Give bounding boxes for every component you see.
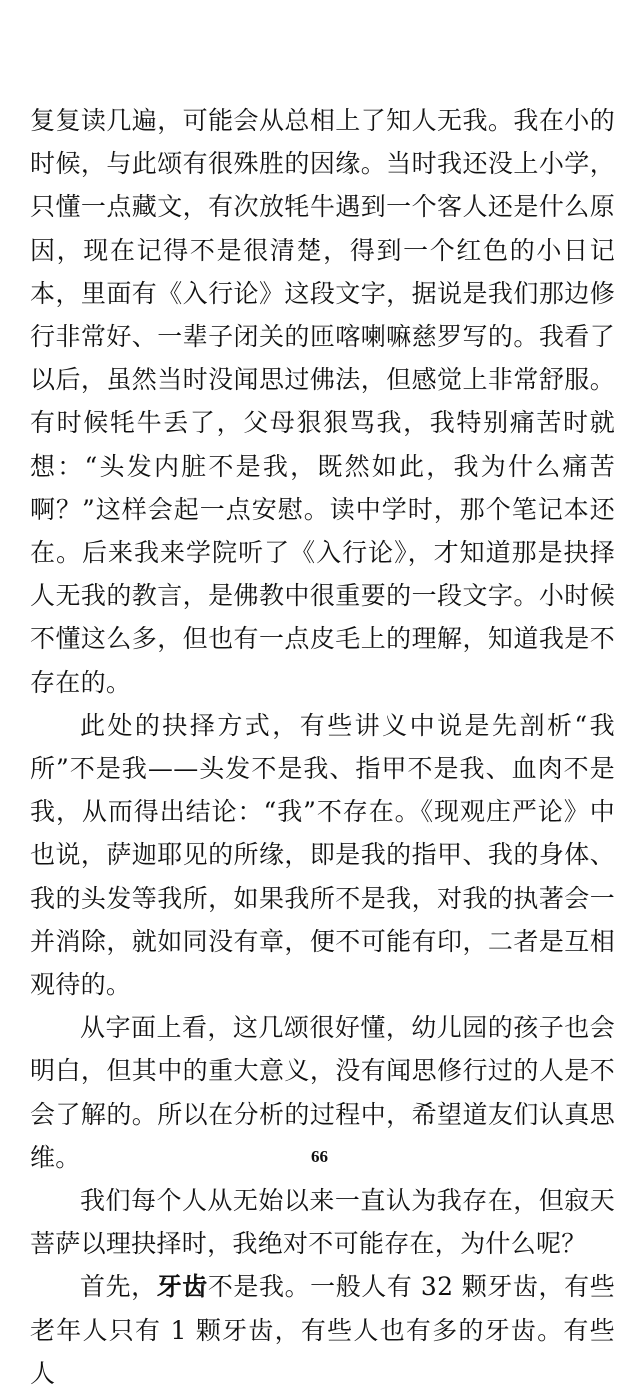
bold-term: 牙齿 xyxy=(156,1272,208,1302)
paragraph: 复复读几遍，可能会从总相上了知人无我。我在小的时候，与此颂有很殊胜的因缘。当时我还没上小学，只懂一点藏文，有次放牦牛遇到一个客人还是什么原因，现在记得不是很清楚，得到一个红色的小日记本，里面有《入行论》这段文字，据说是我们那边修行非常好、一辈子闭关的匝喀喇嘛慈罗写的。我看了以后，虽然当时没闻思过佛法，但感觉上非常舒服。有时候牦牛丢了，父母狠狠骂我，我特别痛苦时就想：“头发内脏不是我，既然如此，我为什么痛苦啊？”这样会起一点安慰。读中学时，那个笔记本还在。后来我来学院听了《入行论》，才知道那是抉择人无我的教言，是佛教中很重要的一段文字。小时候不懂这么多，但也有一点皮毛上的理解，知道我是不存在的。 xyxy=(30,106,615,697)
page-body xyxy=(30,99,615,1395)
paragraph: 我们每个人从无始以来一直认为我存在，但寂天菩萨以理抉择时，我绝对不可能存在，为什么呢？ xyxy=(30,1186,615,1259)
paragraph xyxy=(30,1265,615,1395)
paragraph-text-lead: 首先， xyxy=(80,1272,157,1302)
paragraph-text-rest: 不是我。一般人有 32 颗牙齿，有些老年人只有 1 颗牙齿，有些人也有多的牙齿。有些人 xyxy=(30,1272,615,1388)
paragraph: 此处的抉择方式，有些讲义中说是先剖析“我所”不是我——头发不是我、指甲不是我、血肉不是我，从而得出结论：“我”不存在。《现观庄严论》中也说，萨迦耶见的所缘，即是我的指甲、我的身体、我的头发等我所，如果我所不是我，对我的执著会一并消除，就如同没有章，便不可能有印，二者是互相观待的。 xyxy=(30,710,615,1000)
paragraph: 从字面上看，这几颂很好懂，幼儿园的孩子也会明白，但其中的重大意义，没有闻思修行过的人是不会了解的。所以在分析的过程中，希望道友们认真思维。 xyxy=(30,1013,615,1172)
page-number: 66 xyxy=(311,1147,328,1166)
